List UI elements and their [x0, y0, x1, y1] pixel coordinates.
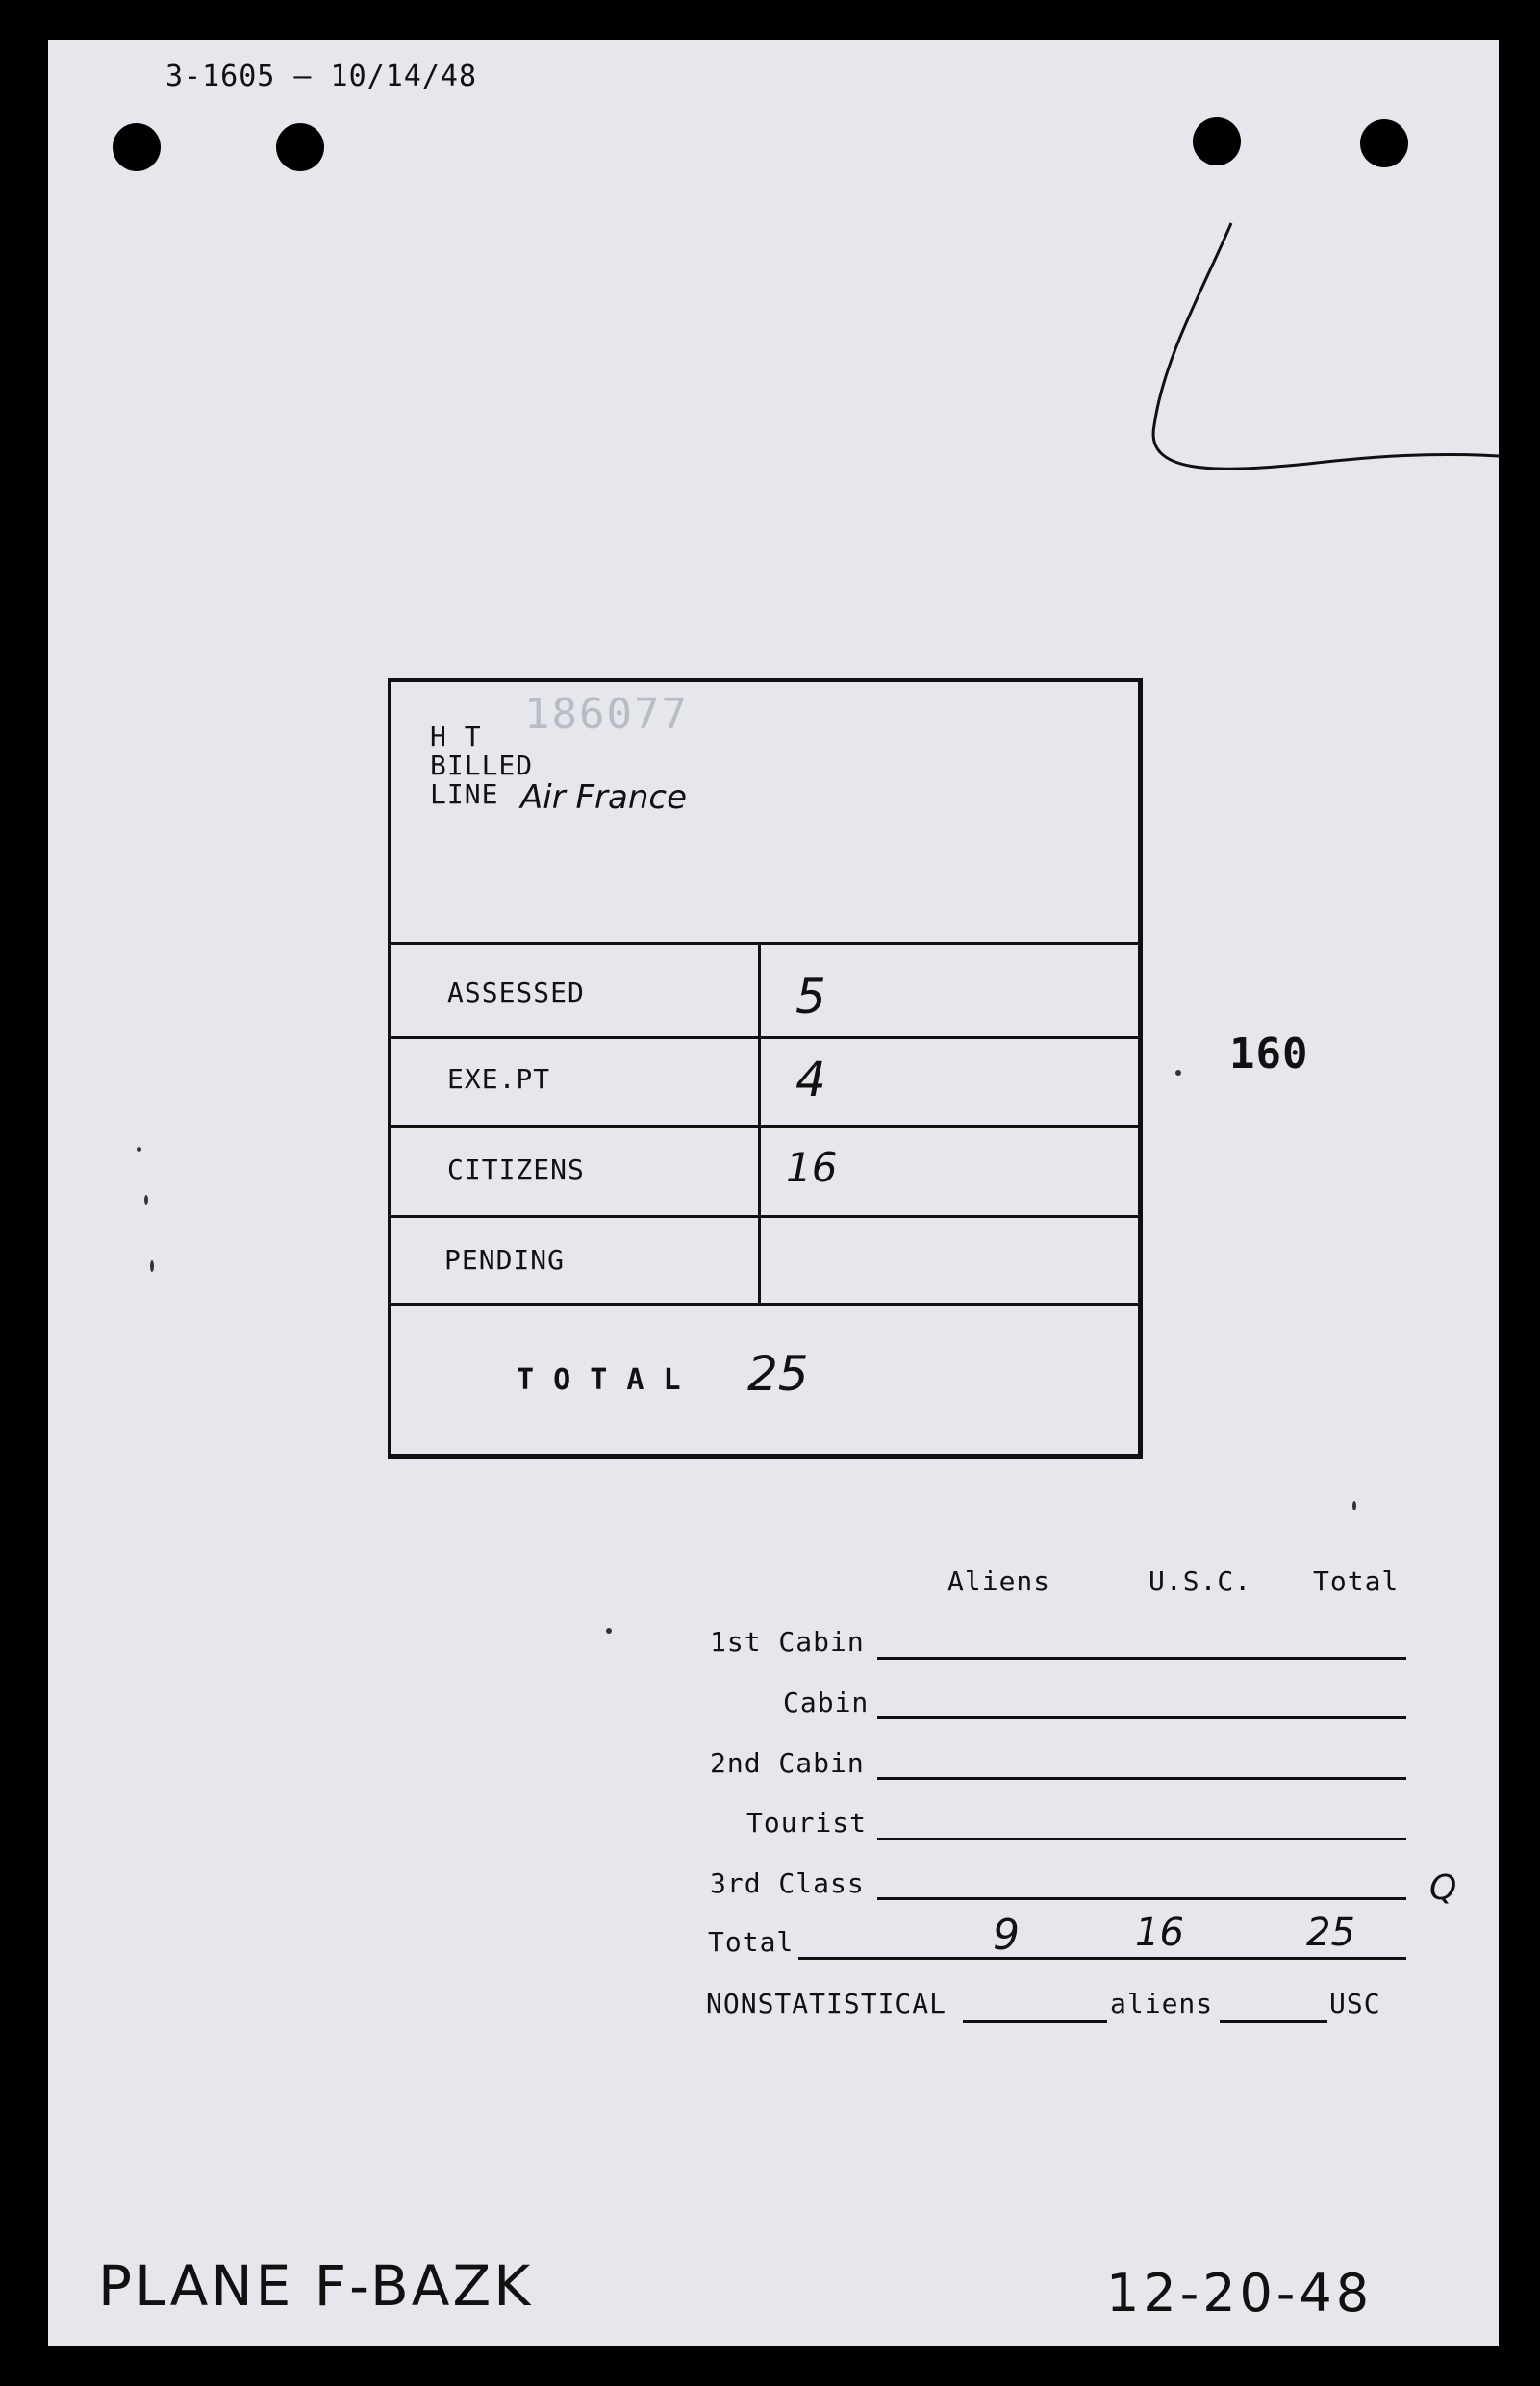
citizens-label: CITIZENS — [447, 1154, 585, 1185]
billed-label: BILLED — [430, 749, 534, 781]
speck — [144, 1195, 148, 1205]
divider — [391, 942, 1138, 945]
col-header-aliens: Aliens — [947, 1565, 1051, 1597]
pen-stroke-mark — [1087, 214, 1499, 521]
aliens-label: aliens — [1110, 1988, 1214, 2019]
handwritten-date: 12-20-48 — [1106, 2263, 1374, 2323]
line-value: Air France — [520, 778, 688, 817]
speck — [606, 1628, 612, 1634]
row-tourist: Tourist — [746, 1807, 868, 1839]
speck — [1352, 1501, 1356, 1510]
divider — [391, 1036, 1138, 1039]
line-label: LINE — [430, 778, 499, 810]
total-total-value: 25 — [1306, 1911, 1355, 1955]
row-line — [877, 1657, 1406, 1660]
document-page — [48, 40, 1499, 2346]
exempt-value: 4 — [795, 1052, 826, 1107]
ht-label: H T — [430, 721, 482, 752]
margin-mark: Q — [1429, 1868, 1457, 1908]
row-line — [877, 1897, 1406, 1900]
usc-label: USC — [1329, 1988, 1381, 2019]
row-2nd-cabin: 2nd Cabin — [710, 1747, 865, 1779]
speck — [137, 1147, 141, 1152]
plane-registration: PLANE F-BAZK — [98, 2253, 534, 2319]
total-aliens-value: 9 — [993, 1911, 1020, 1960]
divider — [391, 1215, 1138, 1218]
divider — [391, 1303, 1138, 1306]
col-header-usc: U.S.C. — [1149, 1565, 1252, 1597]
citizens-value: 16 — [786, 1144, 838, 1191]
assessed-value: 5 — [795, 969, 826, 1025]
row-line — [877, 1777, 1406, 1780]
dot-mark — [1175, 1070, 1181, 1076]
row-line — [798, 1957, 1406, 1960]
nonstat-aliens-line — [963, 2020, 1107, 2023]
nonstatistical-label: NONSTATISTICAL — [706, 1988, 947, 2019]
punch-hole — [1360, 119, 1408, 167]
row-total: Total — [708, 1926, 795, 1958]
col-header-total: Total — [1313, 1565, 1400, 1597]
form-number: 3-1605 — 10/14/48 — [165, 60, 478, 93]
pending-label: PENDING — [444, 1244, 566, 1276]
total-value: 25 — [747, 1346, 809, 1402]
assessed-label: ASSESSED — [447, 977, 585, 1008]
row-3rd-class: 3rd Class — [710, 1867, 865, 1899]
column-divider — [758, 942, 761, 1304]
row-cabin: Cabin — [783, 1687, 870, 1718]
nonstat-usc-line — [1220, 2020, 1327, 2023]
row-line — [877, 1838, 1406, 1840]
punch-hole — [1193, 117, 1241, 165]
punch-hole — [276, 123, 324, 171]
assessment-form-box — [388, 678, 1143, 1459]
row-line — [877, 1716, 1406, 1719]
exempt-label: EXE.PT — [447, 1063, 551, 1095]
side-number: 160 — [1229, 1029, 1309, 1079]
total-label: T O T A L — [517, 1363, 682, 1397]
speck — [150, 1260, 154, 1272]
total-usc-value: 16 — [1135, 1911, 1184, 1955]
divider — [391, 1125, 1138, 1128]
stamp-number: 186077 — [524, 690, 689, 739]
punch-hole — [113, 123, 161, 171]
row-1st-cabin: 1st Cabin — [710, 1626, 865, 1658]
